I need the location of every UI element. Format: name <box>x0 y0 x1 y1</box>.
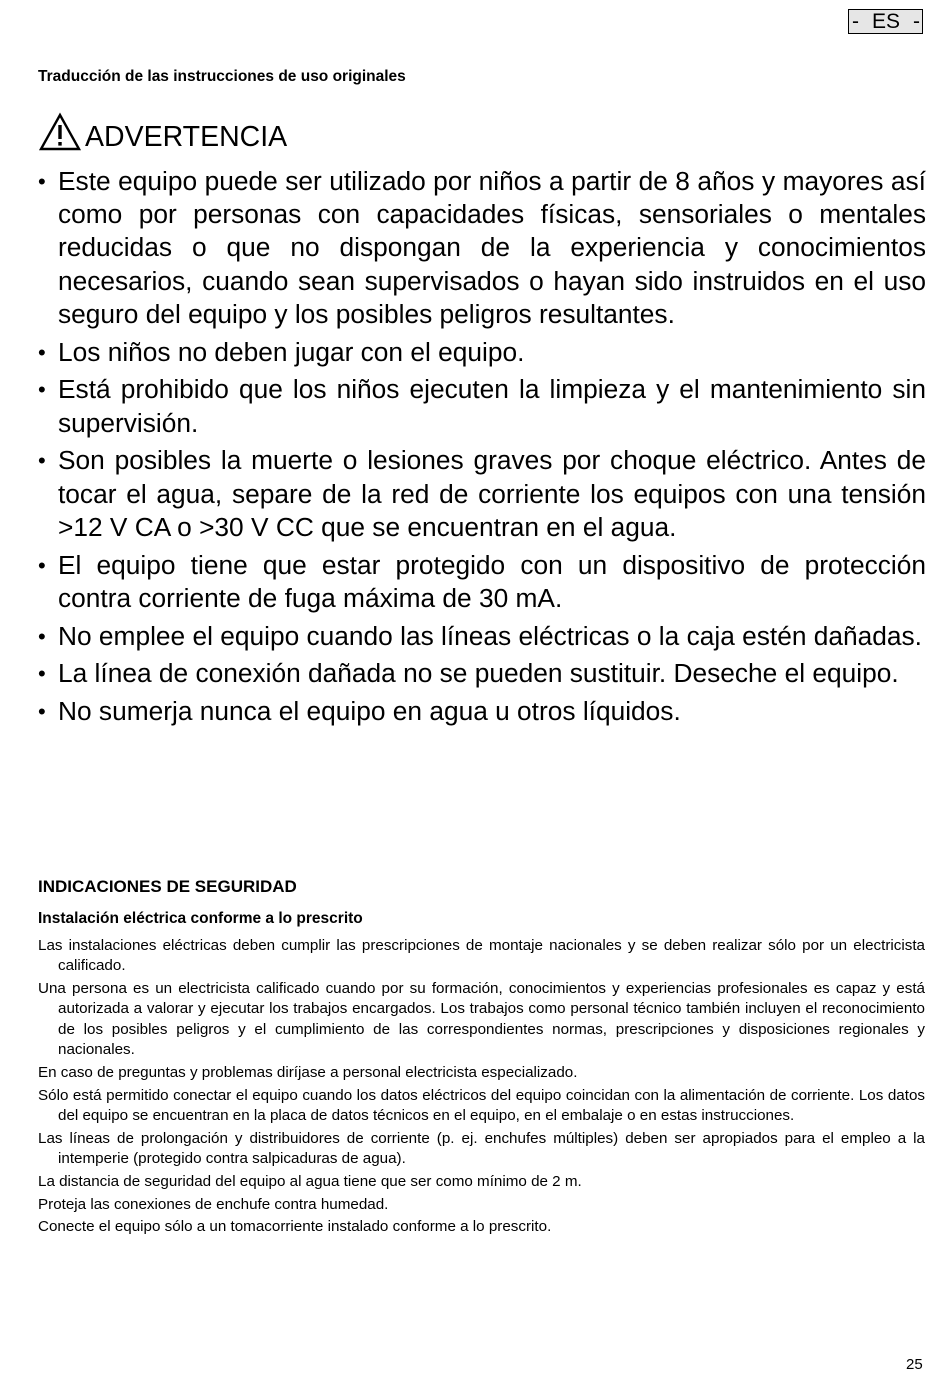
warning-item-text: No sumerja nunca el equipo en agua u otros líquidos. <box>58 696 681 727</box>
safety-paragraph: Las instalaciones eléctricas deben cumplir las prescripciones de montaje nacionales y se deben realizar sólo por un electricista calificado. <box>38 937 925 975</box>
warning-item-text: El equipo tiene que estar protegido con un dispositivo de protección contra corriente de fuga máxima de 30 mA. <box>58 549 926 613</box>
warning-item-text: Este equipo puede ser utilizado por niños a partir de 8 años y mayores así como por personas con capacidades físicas, sensoriales o mentales reducidas o que no dispongan de la experiencia y conocimientos necesarios, cuando sean supervisados o hayan sido instruidos en el uso seguro del equipo y los posibles peligros resultantes. <box>58 166 926 329</box>
language-badge-left-dash: - <box>852 10 859 33</box>
bullet: • <box>38 377 46 403</box>
safety-paragraph: Las líneas de prolongación y distribuidores de corriente (p. ej. enchufes múltiples) deben ser apropiados para el empleo a la intemperie (protegido contra salpicaduras de agua). <box>38 1129 925 1167</box>
warning-item <box>38 549 926 615</box>
warning-item-text: Los niños no deben jugar con el equipo. <box>58 336 525 367</box>
safety-paragraph: Sólo está permitido conectar el equipo cuando los datos eléctricos del equipo coincidan con la alimentación de corriente. Los datos del equipo se encuentran en la placa de datos técnicos en el equipo, en el embalaje o en estas instrucciones. <box>38 1086 925 1124</box>
bullet: • <box>38 169 46 194</box>
warning-item <box>38 444 926 544</box>
warning-item <box>38 336 926 369</box>
safety-list <box>38 936 925 1240</box>
warning-item-text: Son posibles la muerte o lesiones graves por choque eléctrico. Antes de tocar el agua, separe de la red de corriente los equipos con una tensión >12 V CA o >30 V CC que se encuentran en el agua. <box>58 445 926 542</box>
bullet: • <box>38 552 46 578</box>
warning-item-text: Está prohibido que los niños ejecuten la limpieza y el mantenimiento sin supervisión. <box>58 374 926 438</box>
warning-item <box>38 620 926 653</box>
bullet: • <box>38 623 46 649</box>
warning-list <box>38 165 926 733</box>
safety-paragraph: La distancia de seguridad del equipo al agua tiene que ser como mínimo de 2 m. <box>38 1172 582 1190</box>
safety-subsection-title: Instalación eléctrica conforme a lo prescrito <box>38 910 363 927</box>
language-badge <box>848 9 923 34</box>
bullet: • <box>38 699 46 725</box>
document-subtitle: Traducción de las instrucciones de uso originales <box>38 68 406 85</box>
warning-triangle-icon <box>38 112 82 152</box>
safety-paragraph: Conecte el equipo sólo a un tomacorriente instalado conforme a lo prescrito. <box>38 1218 552 1236</box>
warning-item <box>38 695 926 728</box>
warning-item <box>38 657 926 690</box>
safety-section-title: INDICACIONES DE SEGURIDAD <box>38 877 297 896</box>
safety-paragraph: Una persona es un electricista calificado cuando por su formación, conocimientos y experiencias profesionales es capaz y está autorizada a valorar y ejecutar los trabajos encargados. Los trabajos como personal técnico también incluyen el reconocimiento de los posibles peligros y el cumplimiento de las correspondientes normas, prescripciones y disposiciones regionales y nacionales. <box>38 980 925 1058</box>
warning-item <box>38 373 926 439</box>
warning-item-text: La línea de conexión dañada no se pueden sustituir. Deseche el equipo. <box>58 658 899 689</box>
warning-item <box>38 165 926 331</box>
safety-paragraph: Proteja las conexiones de enchufe contra humedad. <box>38 1195 389 1213</box>
language-code: ES <box>871 10 900 33</box>
language-badge-right-dash: - <box>912 10 920 33</box>
warning-header <box>38 112 287 152</box>
safety-paragraph: En caso de preguntas y problemas diríjase a personal electricista especializado. <box>38 1063 578 1081</box>
warning-item-text: No emplee el equipo cuando las líneas eléctricas o la caja estén dañadas. <box>58 620 922 651</box>
page-number: 25 <box>906 1356 923 1373</box>
bullet: • <box>38 448 46 474</box>
bullet: • <box>38 661 46 687</box>
warning-title: ADVERTENCIA <box>85 121 288 153</box>
bullet: • <box>38 339 46 365</box>
